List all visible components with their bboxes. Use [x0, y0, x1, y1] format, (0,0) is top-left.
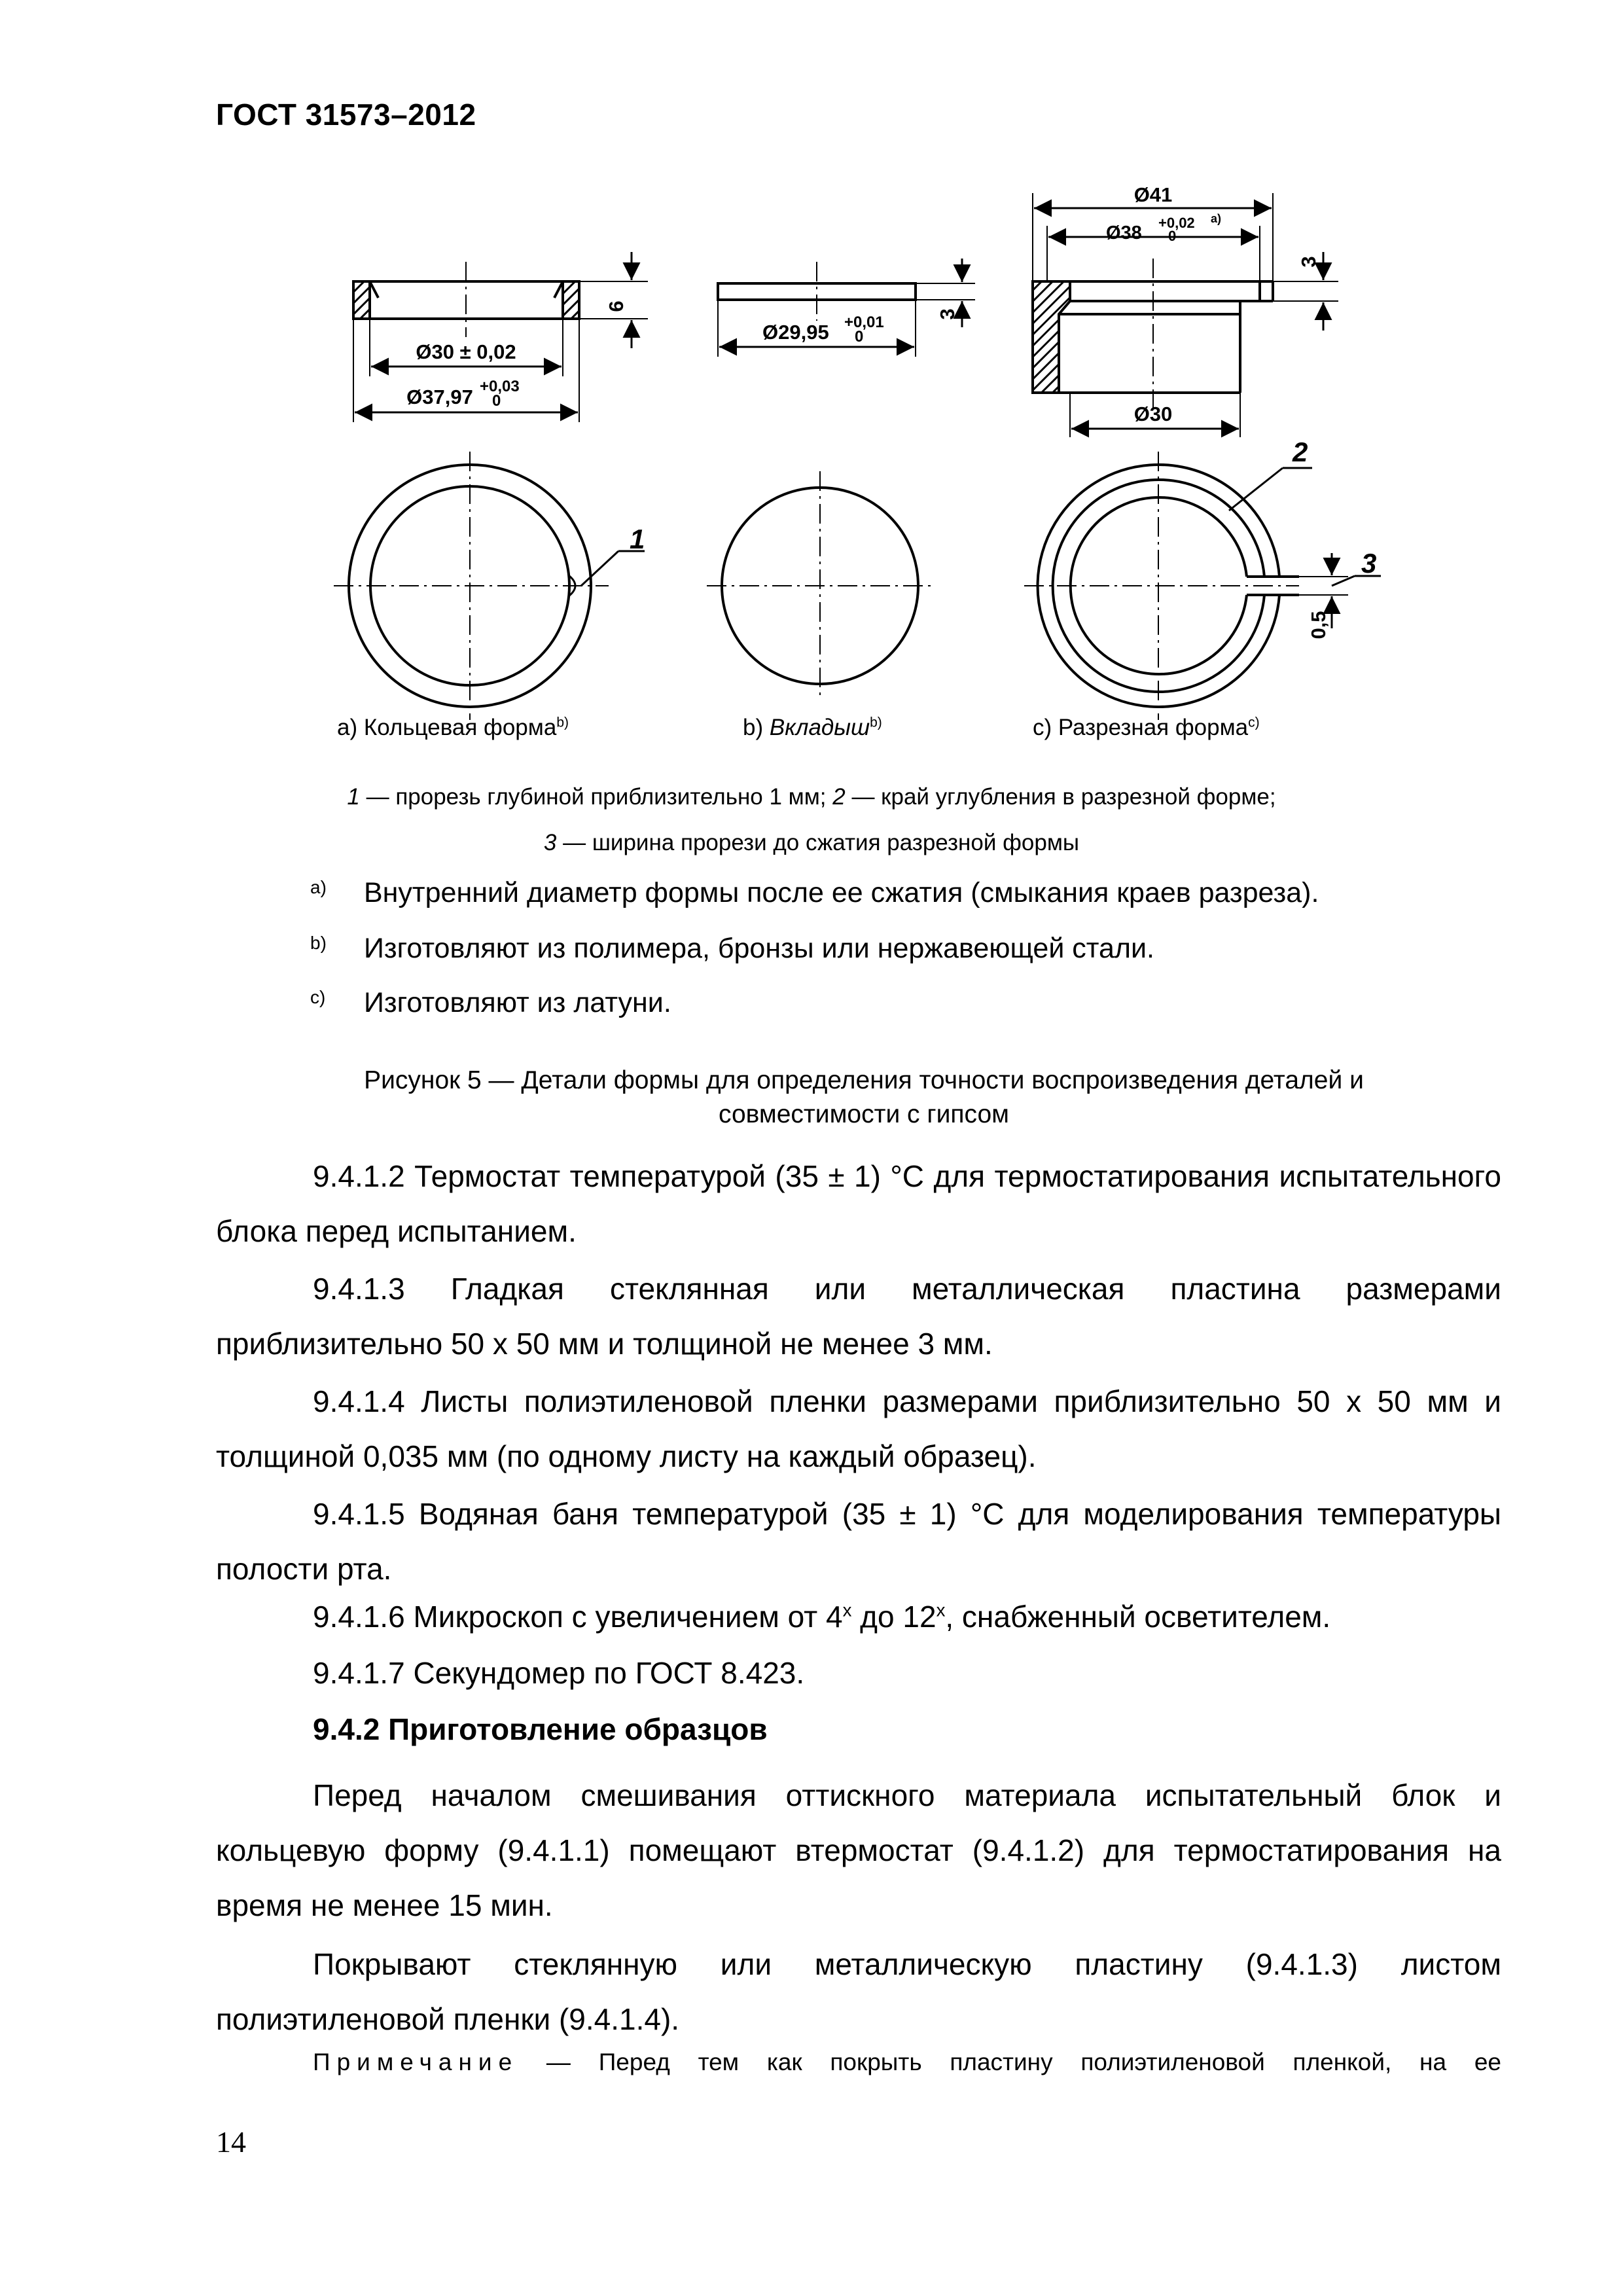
dim-b-tol-top: +0,01 — [844, 314, 884, 331]
paragraph-9-4-1-7: 9.4.1.7 Секундомер по ГОСТ 8.423. — [313, 1656, 805, 1690]
technical-drawing — [0, 0, 1623, 759]
dim-b-height: 3 — [936, 308, 959, 320]
leader-3-label: 3 — [1361, 548, 1377, 579]
paragraph-9-4-1-4: 9.4.1.4 Листы полиэтиленовой пленки размерами приблизительно 50 х 50 мм и толщиной 0,035 мм (по одному листу на каждый образец). — [216, 1384, 1501, 1473]
dim-c-inner-note: a) — [1211, 212, 1222, 225]
insert-top-view — [707, 471, 933, 700]
insert-side-view — [718, 259, 975, 357]
footnote-c: c) Изготовляют из латуни. — [310, 987, 671, 1018]
dim-a-outer-tol-top: +0,03 — [480, 378, 520, 395]
paragraph-preparation-2: Покрывают стеклянную или металлическую пластину (9.4.1.3) листом полиэтиленовой пленки (9.4.1.4). — [216, 1947, 1501, 2036]
split-form-top-view — [1024, 452, 1381, 720]
dim-c-bottom: Ø30 — [1133, 403, 1173, 425]
leader-2-label: 2 — [1293, 437, 1308, 467]
caption-c: c) Разрезная форма$^{c)}$ — [1033, 715, 1260, 740]
caption-a: a) Кольцевая форма$^{b)}$ — [337, 715, 569, 740]
caption-b: b) Вкладыш$^{b)}$ — [743, 715, 882, 740]
section-heading-9-4-2: 9.4.2 Приготовление образцов — [313, 1712, 768, 1746]
leader-1-label: 1 — [630, 524, 645, 554]
paragraph-9-4-1-5: 9.4.1.5 Водяная баня температурой (35 ± 1) °С для моделирования температуры полости рта. — [216, 1497, 1501, 1586]
dim-b-diameter: Ø29,95 — [762, 321, 829, 344]
dim-c-step: 3 — [1297, 256, 1320, 268]
page-number: 14 — [216, 2125, 246, 2159]
dim-b-tol-bottom: 0 — [855, 328, 864, 346]
paragraph-9-4-1-2: 9.4.1.2 Термостат температурой (35 ± 1) °С для термостатирования испытательного блока перед испытанием. — [216, 1159, 1501, 1248]
footnote-a: a) Внутренний диаметр формы после ее сжатия (смыкания краев разреза). — [310, 877, 1319, 908]
ring-form-top-view — [334, 452, 645, 720]
paragraph-preparation-1: Перед началом смешивания оттискного материала испытательный блок и кольцевую форму (9.4.1.1) помещают втермостат (9.4.1.2) для термостатирования на время не менее 15 мин. — [216, 1778, 1501, 1922]
dim-a-inner: Ø30 ± 0,02 — [416, 340, 516, 363]
paragraph-9-4-1-6: 9.4.1.6 Микроскоп с увеличением от 4$^x$ до 12$^x$, снабженный осветителем. — [313, 1600, 1331, 1634]
document-header: ГОСТ 31573–2012 — [216, 98, 476, 132]
figure-legend-line2: 3 — ширина прорези до сжатия разрезной формы — [543, 830, 1080, 855]
figure-title: Рисунок 5 — Детали формы для определения точности воспроизведения деталей и совместимости с гипсом — [364, 1066, 1364, 1128]
dim-c-inner-tol-bottom: 0 — [1168, 228, 1177, 244]
note-line: Примечание — Перед тем как покрыть пластину полиэтиленовой пленкой, на ее — [313, 2049, 1501, 2075]
footnote-b: b) Изготовляют из полимера, бронзы или нержавеющей стали. — [310, 933, 1154, 964]
dim-a-outer: Ø37,97 — [406, 386, 473, 408]
dim-c-gap: 0,5 — [1307, 611, 1330, 639]
figure-legend-line1: 1 — прорезь глубиной приблизительно 1 мм; 2 — край углубления в разрезной форме; — [347, 784, 1276, 810]
dim-a-outer-tol-bottom: 0 — [492, 392, 501, 410]
dim-a-height: 6 — [605, 300, 628, 312]
dim-c-outer: Ø41 — [1133, 183, 1173, 206]
dim-c-inner-tol-top: +0,02 — [1158, 215, 1195, 231]
paragraph-9-4-1-3: 9.4.1.3 Гладкая стеклянная или металлическая пластина размерами приблизительно 50 х 50 мм и толщиной не менее 3 мм. — [216, 1272, 1501, 1361]
dim-c-inner: Ø38 — [1106, 223, 1142, 243]
